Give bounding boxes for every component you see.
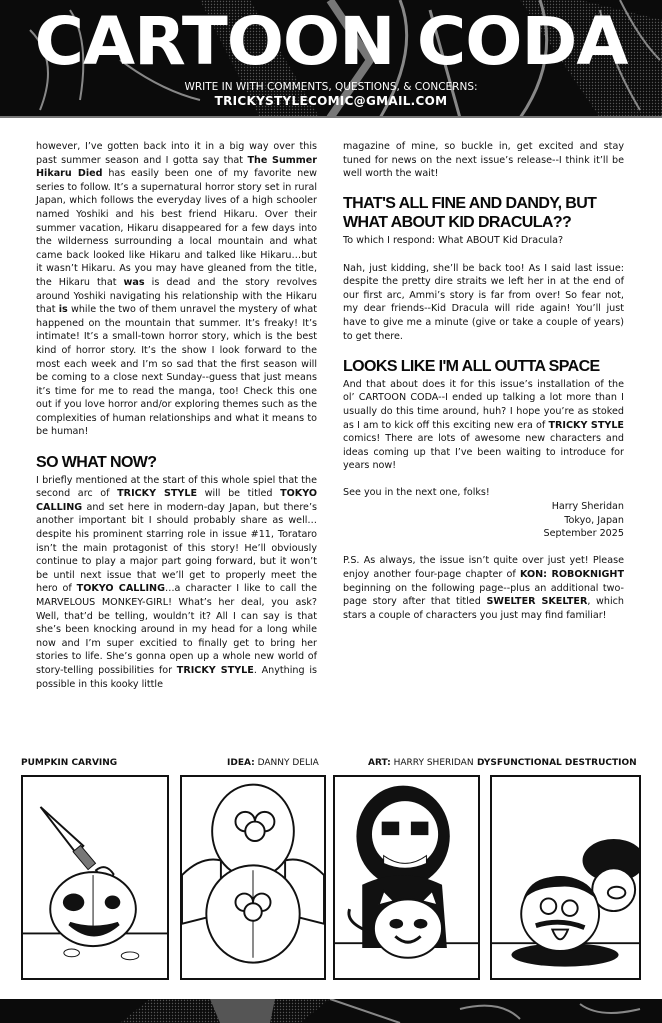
article-paragraph: Nah, just kidding, she’ll be back too! As I said last issue: despite the pretty dire straits we left her in at the end of our first arc, Ammi’s story is far from over! So fear not, my dear friends--Kid Dracula will ride again! You’ll just have to give me a minute (give or take a couple of years) to get there. xyxy=(343,262,624,342)
section-heading-so-what-now: SO WHAT NOW? xyxy=(36,453,157,471)
comic-title: PUMPKIN CARVING xyxy=(21,758,118,768)
head-in-puddle-illustration-icon xyxy=(492,777,639,978)
comic-panel-2 xyxy=(180,775,326,980)
article-paragraph: See you in the next one, folks! xyxy=(343,487,490,499)
signature-name: Harry Sheridan xyxy=(551,501,624,513)
header-subtitle xyxy=(0,80,662,108)
page-header xyxy=(0,0,662,118)
section-heading-kid-dracula: THAT'S ALL FINE AND DANDY, BUT WHAT ABOUT KID DRACULA?? xyxy=(343,195,597,232)
series-title: DYSFUNCTIONAL DESTRUCTION xyxy=(477,758,637,768)
emphasis-text: TOKYO CALLING xyxy=(76,583,165,595)
emphasis-text: The Summer Hikaru Died xyxy=(36,154,317,180)
emphasis-text: TRICKY STYLE xyxy=(176,664,254,676)
emphasis-text: was xyxy=(123,276,145,288)
article-paragraph: And that about does it for this issue’s installation of the ol’ CARTOON CODA--I ended up talking a lot more than I usually do this time around, huh? I hope you’re as stoked as I am to kick off this exciting new era of TRICKY STYLE comics! There are lots of awesome new characters and ideas coming up that I’ve been waiting to introduce for years now! xyxy=(343,378,624,472)
emphasis-text: TRICKY STYLE xyxy=(548,419,624,431)
comic-panel-3 xyxy=(333,775,480,980)
emphasis-text: TRICKY STYLE xyxy=(117,488,198,500)
contact-prompt: WRITE IN WITH COMMENTS, QUESTIONS, & CONCERNS: xyxy=(184,81,478,93)
art-credit: ART: HARRY SHERIDAN xyxy=(368,758,474,768)
contact-email: TRICKYSTYLECOMIC@GMAIL.COM xyxy=(214,94,448,108)
bald-man-pumpkin-illustration-icon xyxy=(182,777,324,978)
emphasis-text: SWELTER SKELTER xyxy=(486,596,588,608)
page-title: CARTOON CODA xyxy=(34,3,628,80)
page-footer xyxy=(0,999,662,1023)
left-column xyxy=(36,140,317,691)
right-column xyxy=(343,140,624,636)
article-paragraph: To which I respond: What ABOUT Kid Dracula? xyxy=(343,235,564,247)
comic-panel-4 xyxy=(490,775,641,980)
skull-cat-pumpkin-illustration-icon xyxy=(335,777,478,978)
emphasis-text: TOKYO CALLING xyxy=(36,488,317,513)
idea-credit: IDEA: DANNY DELIA xyxy=(227,758,319,768)
signature-date: September 2025 xyxy=(543,528,624,540)
section-heading-outta-space: LOOKS LIKE I'M ALL OUTTA SPACE xyxy=(343,357,600,375)
signature xyxy=(343,500,624,541)
article-paragraph: however, I’ve gotten back into it in a big way over this past summer season and I gotta say that The Summer Hikaru Died has easily been one of my favorite new series to follow. It’s a supernatural horror story set in rural Japan, which follows the everyday lives of a high schooler named Yoshiki and his best friend Hikaru. Over their summer vacation, Hikaru disappeared for a few days into the wilderness surrounding a local mountain and what came back looked like Hikaru and talked like Hikaru…but it wasn’t Hikaru. As you may have gleaned from the title, the Hikaru that was is dead and the story revolves around Yoshiki navigating his relationship with the Hikaru that is while the two of them unravel the mystery of what happened on the mountain that summer. It’s freaky! It’s intimate! It’s a small-town horror story, which is the best kind of horror story. It’s the show I look forward to the most each week and I’m so sad that the first season will be coming to a close next Sunday--guess that just means it’s time for me to read the manga, too! Check this one out if you love horror and/or exploring themes such as the complexities of human relationships and what it means to be human! xyxy=(36,141,317,438)
emphasis-text: is xyxy=(58,304,68,316)
pumpkin-knife-illustration-icon xyxy=(23,777,167,978)
comic-panel-1 xyxy=(21,775,169,980)
article-paragraph: I briefly mentioned at the start of this whole spiel that the second arc of TRICKY STYLE will be titled TOKYO CALLING and set here in modern-day Japan, but there’s another important bit I should probably share as well…despite his prominent starring role in issue #11, Torataro isn’t the main protagonist of this story! He’ll obviously continue to play a major part going forward, but it won’t be until next issue that we’ll get to properly meet the hero of TOKYO CALLING…a character I like to call the MARVELOUS MONKEY-GIRL! What’s her deal, you ask? Well, that’d be telling, wouldn’t it? All I can say is that she’s been knocking around in my head for a long while now and I’m super excitied to finally get to bring her stories to life. She’s gonna open up a whole new world of story-telling possibilities for TRICKY STYLE. Anything is possible in this kooky little xyxy=(36,474,317,690)
comic-strip-credits xyxy=(21,758,641,772)
emphasis-text: KON: ROBOKNIGHT xyxy=(519,569,624,581)
article-paragraph: magazine of mine, so buckle in, get excited and stay tuned for news on the next issue’s release--I think it’ll be well worth the wait! xyxy=(343,141,624,180)
signature-location: Tokyo, Japan xyxy=(564,514,624,526)
postscript: P.S. As always, the issue isn’t quite over just yet! Please enjoy another four-page chapter of KON: ROBOKNIGHT beginning on the following page--plus an additional two-page story after that titled SWELTER SKELTER, which stars a couple of characters you just may find familiar! xyxy=(343,555,624,621)
footer-background-art-icon xyxy=(0,999,662,1023)
header-divider xyxy=(0,116,662,118)
